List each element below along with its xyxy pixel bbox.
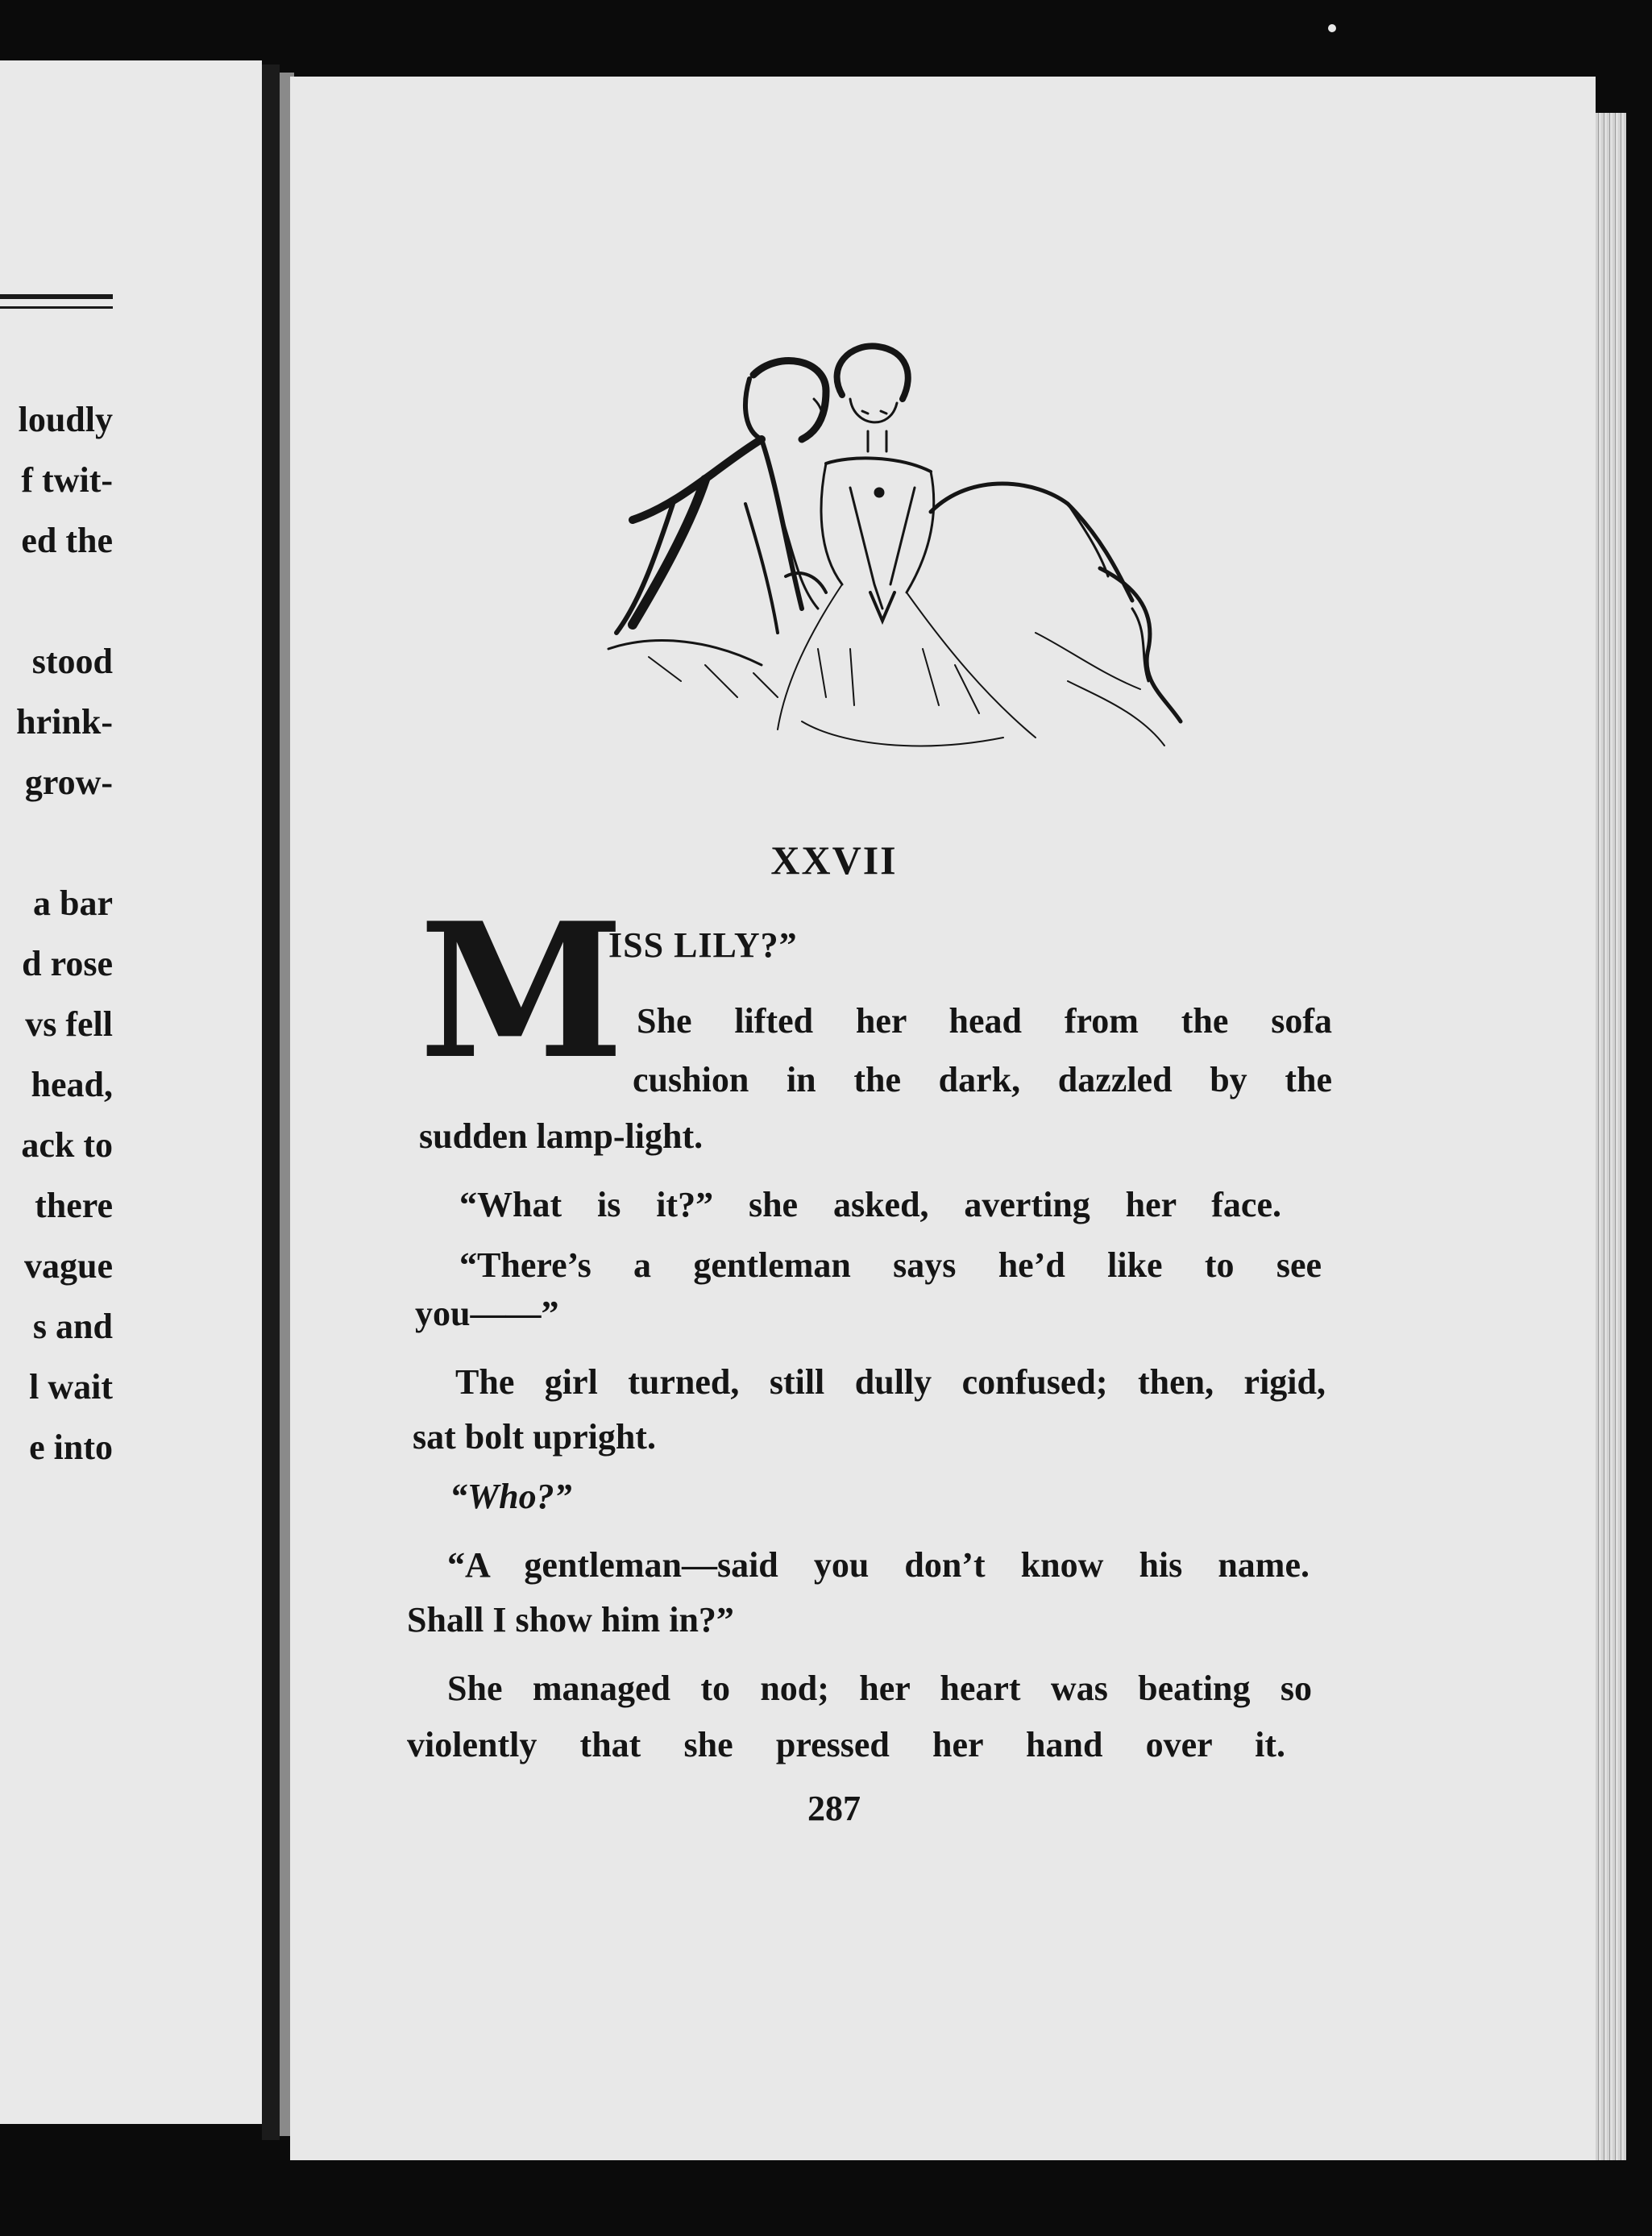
left-line: head,: [31, 1065, 113, 1104]
left-line: stood: [31, 642, 113, 681]
left-line: s and: [32, 1307, 113, 1346]
drop-cap: M: [419, 883, 625, 1100]
text-line: The girl turned, still dully confused; then, rigid,: [455, 1362, 1326, 1402]
header-rule: [0, 294, 113, 299]
left-line: loudly: [18, 400, 113, 439]
left-line: there: [35, 1186, 113, 1225]
text-line: She lifted her head from the sofa: [637, 1001, 1332, 1041]
text-line: “There’s a gentleman says he’d like to see: [459, 1245, 1322, 1285]
left-line: vague: [24, 1246, 113, 1286]
scan-speck: [1328, 24, 1336, 32]
left-line: l wait: [29, 1367, 113, 1407]
text-line: Shall I show him in?”: [407, 1600, 734, 1640]
text-line: She managed to nod; her heart was beating so: [447, 1669, 1312, 1708]
text-line: “What is it?” she asked, averting her face.: [459, 1185, 1281, 1224]
chapter-illustration: [584, 343, 1189, 762]
text-line: sudden lamp-light.: [419, 1116, 704, 1156]
left-line: a bar: [33, 883, 113, 923]
text-line: you——”: [415, 1294, 559, 1333]
left-line: d rose: [22, 944, 113, 983]
page-edges: [1596, 113, 1626, 2160]
left-line: ed the: [21, 521, 113, 560]
left-line: hrink-: [16, 702, 113, 742]
text-line: cushion in the dark, dazzled by the: [633, 1060, 1332, 1099]
text-line: sat bolt upright.: [413, 1417, 656, 1457]
left-line: ack to: [21, 1125, 113, 1165]
left-line: grow-: [24, 763, 113, 802]
header-rule-thin: [0, 306, 113, 309]
page-number: 287: [807, 1789, 861, 1828]
text-line: violently that she pressed her hand over it.: [407, 1725, 1285, 1764]
opening-words: ISS LILY?”: [608, 925, 798, 965]
left-line: f twit-: [21, 460, 113, 500]
text-line: “Who?”: [450, 1477, 572, 1516]
chapter-heading: XXVII: [770, 837, 898, 883]
left-line: vs fell: [25, 1004, 113, 1044]
left-line: e into: [29, 1428, 113, 1467]
text-line: “A gentleman—said you don’t know his name.: [447, 1545, 1310, 1585]
